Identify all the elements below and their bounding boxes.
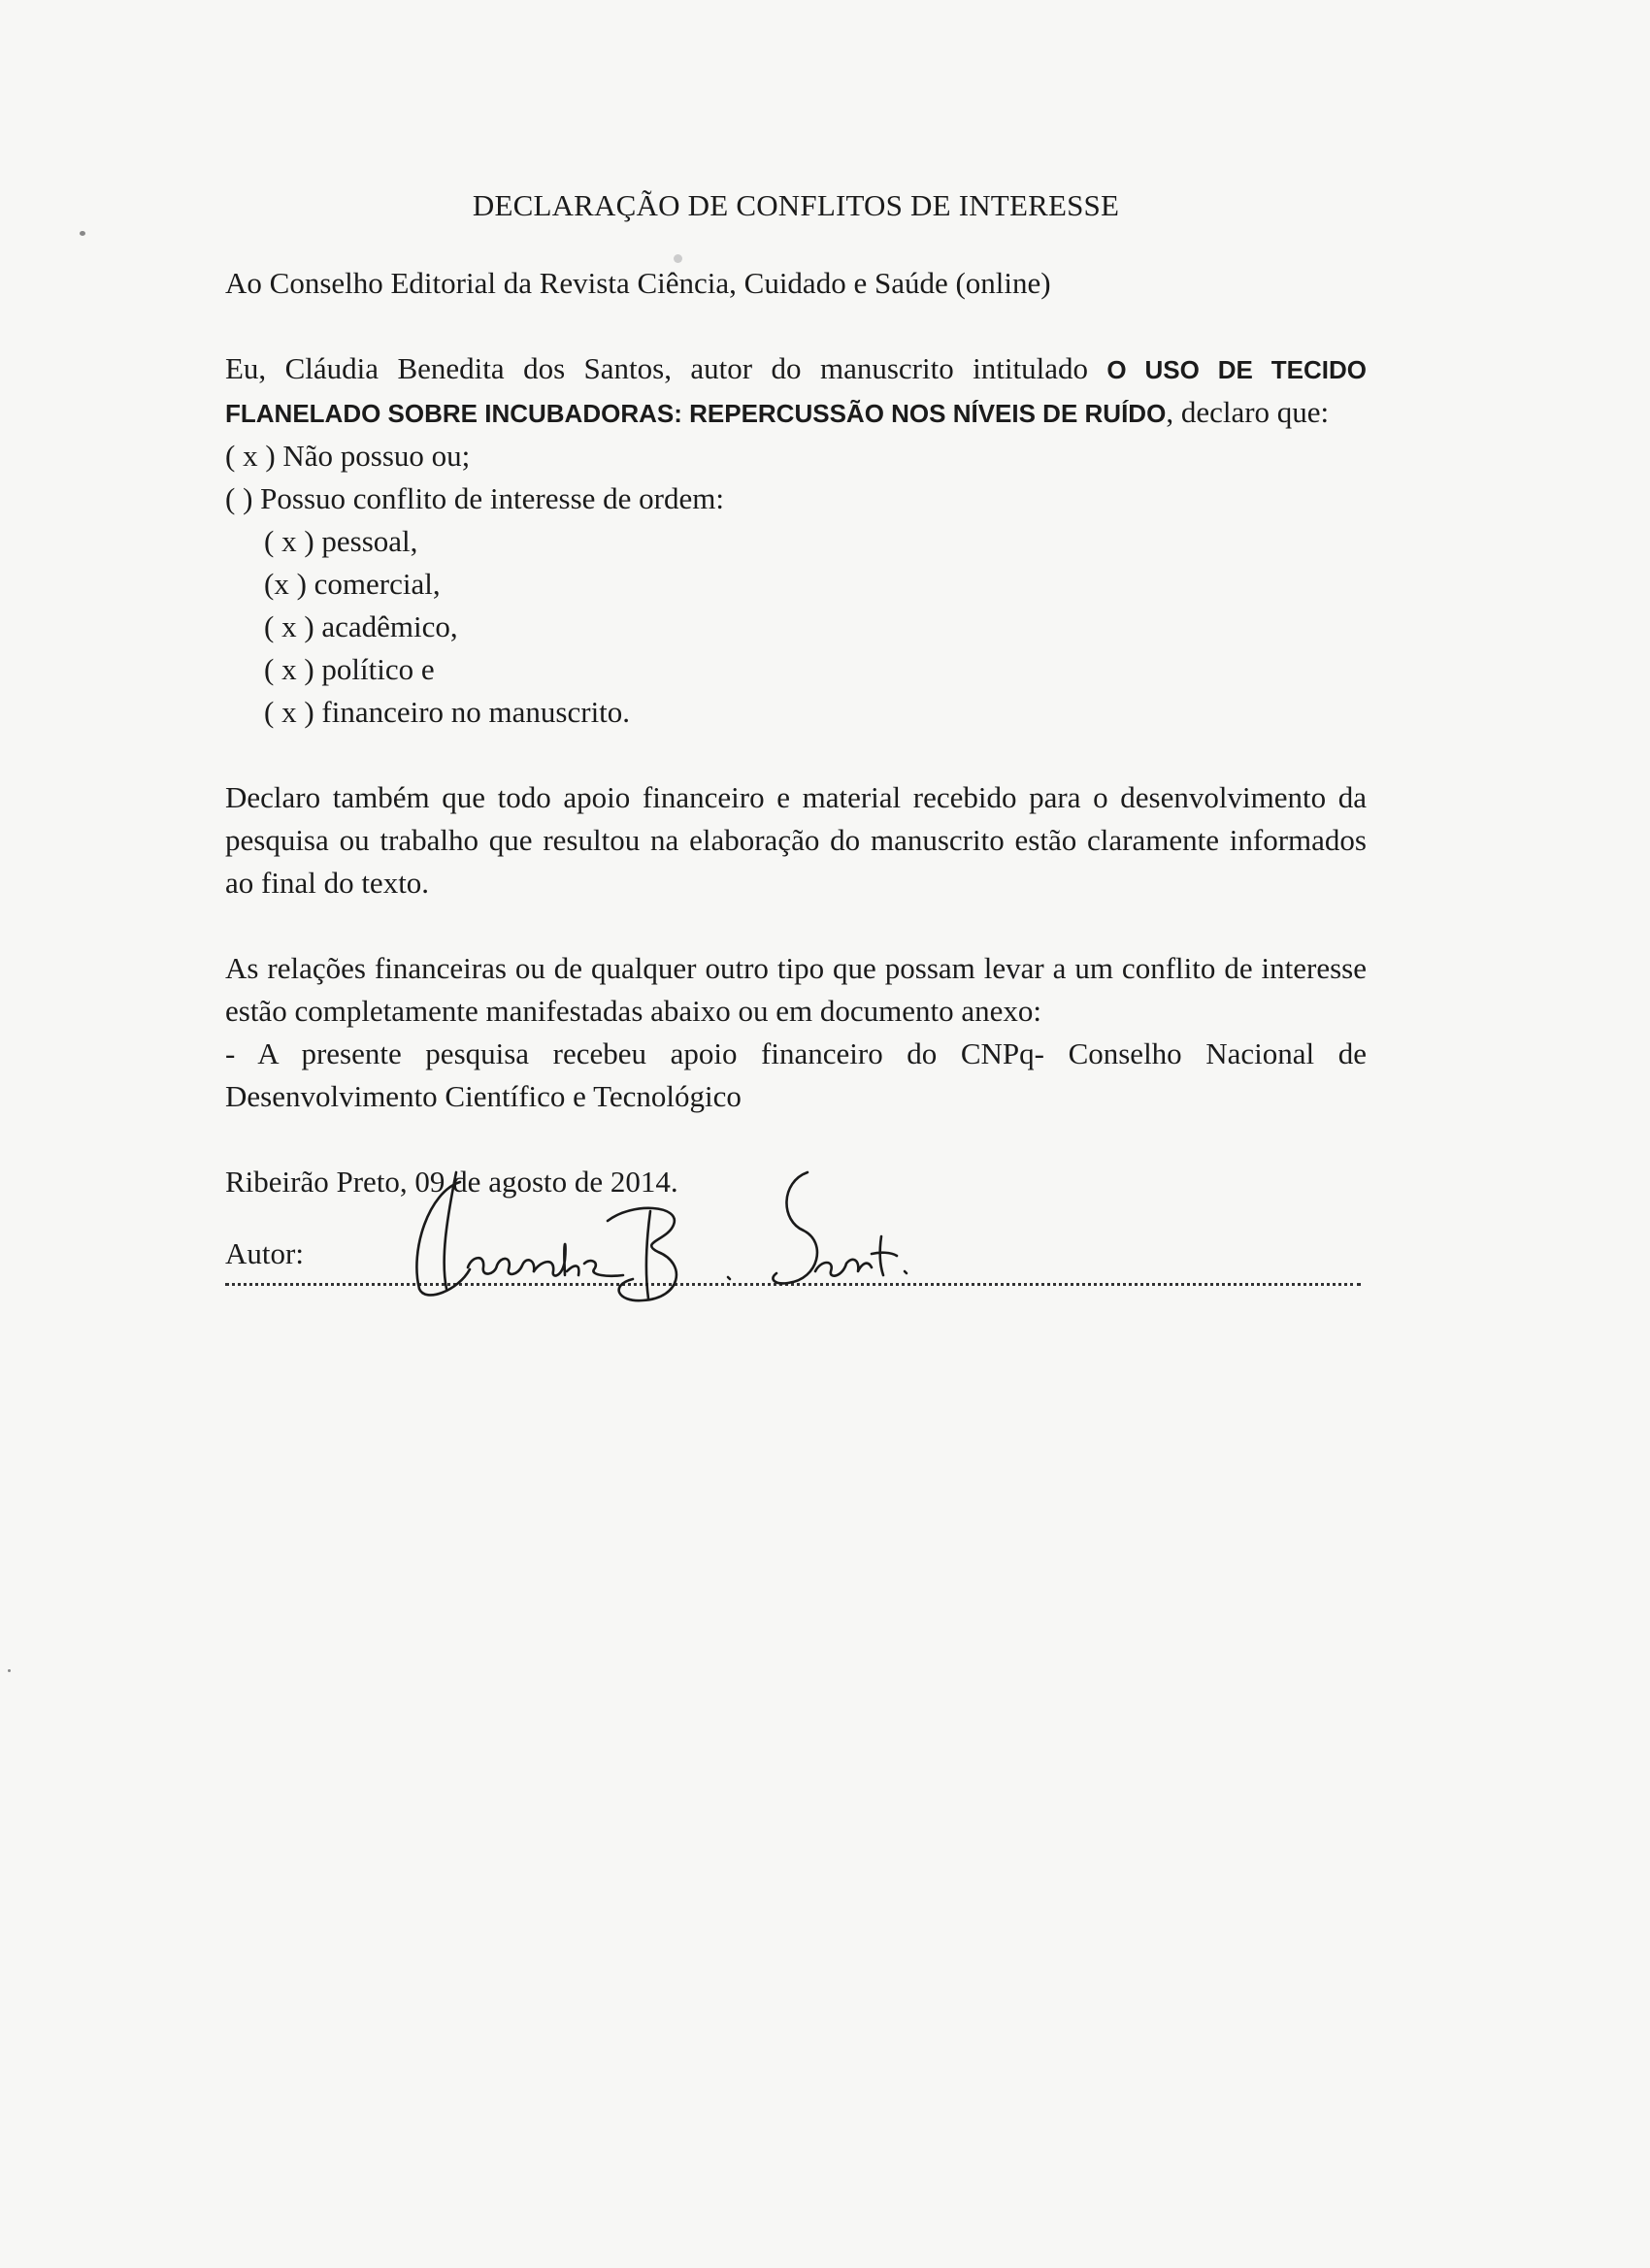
conflict-type-item: ( x ) político e: [264, 652, 435, 686]
conflict-type-item: ( x ) acadêmico,: [264, 609, 458, 643]
scan-speck: [80, 231, 85, 236]
conflict-types-list: [225, 520, 1367, 734]
option-has-conflict: ( ) Possuo conflito de interesse de ordem:: [225, 481, 724, 515]
place-date: Ribeirão Preto, 09 de agosto de 2014.: [225, 1165, 678, 1199]
scan-speck: [8, 1669, 11, 1672]
author-label: Autor:: [225, 1236, 304, 1270]
intro-text: Eu, Cláudia Benedita dos Santos, autor do manuscrito intitulado: [225, 351, 1107, 385]
declaration-intro: [225, 347, 1367, 435]
document-body: [225, 184, 1367, 1308]
signature-row: [225, 1221, 1367, 1308]
conflict-type-item: (x ) comercial,: [264, 567, 441, 601]
intro-tail: , declaro que:: [1166, 395, 1330, 429]
document-title: DECLARAÇÃO DE CONFLITOS DE INTERESSE: [472, 188, 1120, 222]
relations-paragraph: As relações financeiras ou de qualquer outro tipo que possam levar a um conflito de interesse estão completamente manifestadas abaixo ou em documento anexo:: [225, 951, 1367, 1028]
funding-paragraph: - A presente pesquisa recebeu apoio financeiro do CNPq- Conselho Nacional de Desenvolvimento Científico e Tecnológico: [225, 1036, 1367, 1113]
handwritten-signature: [400, 1163, 943, 1308]
option-no-conflict: ( x ) Não possuo ou;: [225, 439, 471, 473]
conflict-type-item: ( x ) financeiro no manuscrito.: [264, 695, 631, 729]
support-paragraph: Declaro também que todo apoio financeiro e material recebido para o desenvolvimento da pesquisa ou trabalho que resultou na elaboração do manuscrito estão claramente informados ao final do texto.: [225, 780, 1367, 900]
addressee: Ao Conselho Editorial da Revista Ciência, Cuidado e Saúde (online): [225, 266, 1051, 300]
conflict-type-item: ( x ) pessoal,: [264, 524, 418, 558]
manuscript-title: O USO DE TECIDO FLANELADO SOBRE INCUBADORAS: REPERCUSSÃO NOS NÍVEIS DE RUÍDO: [225, 355, 1368, 428]
